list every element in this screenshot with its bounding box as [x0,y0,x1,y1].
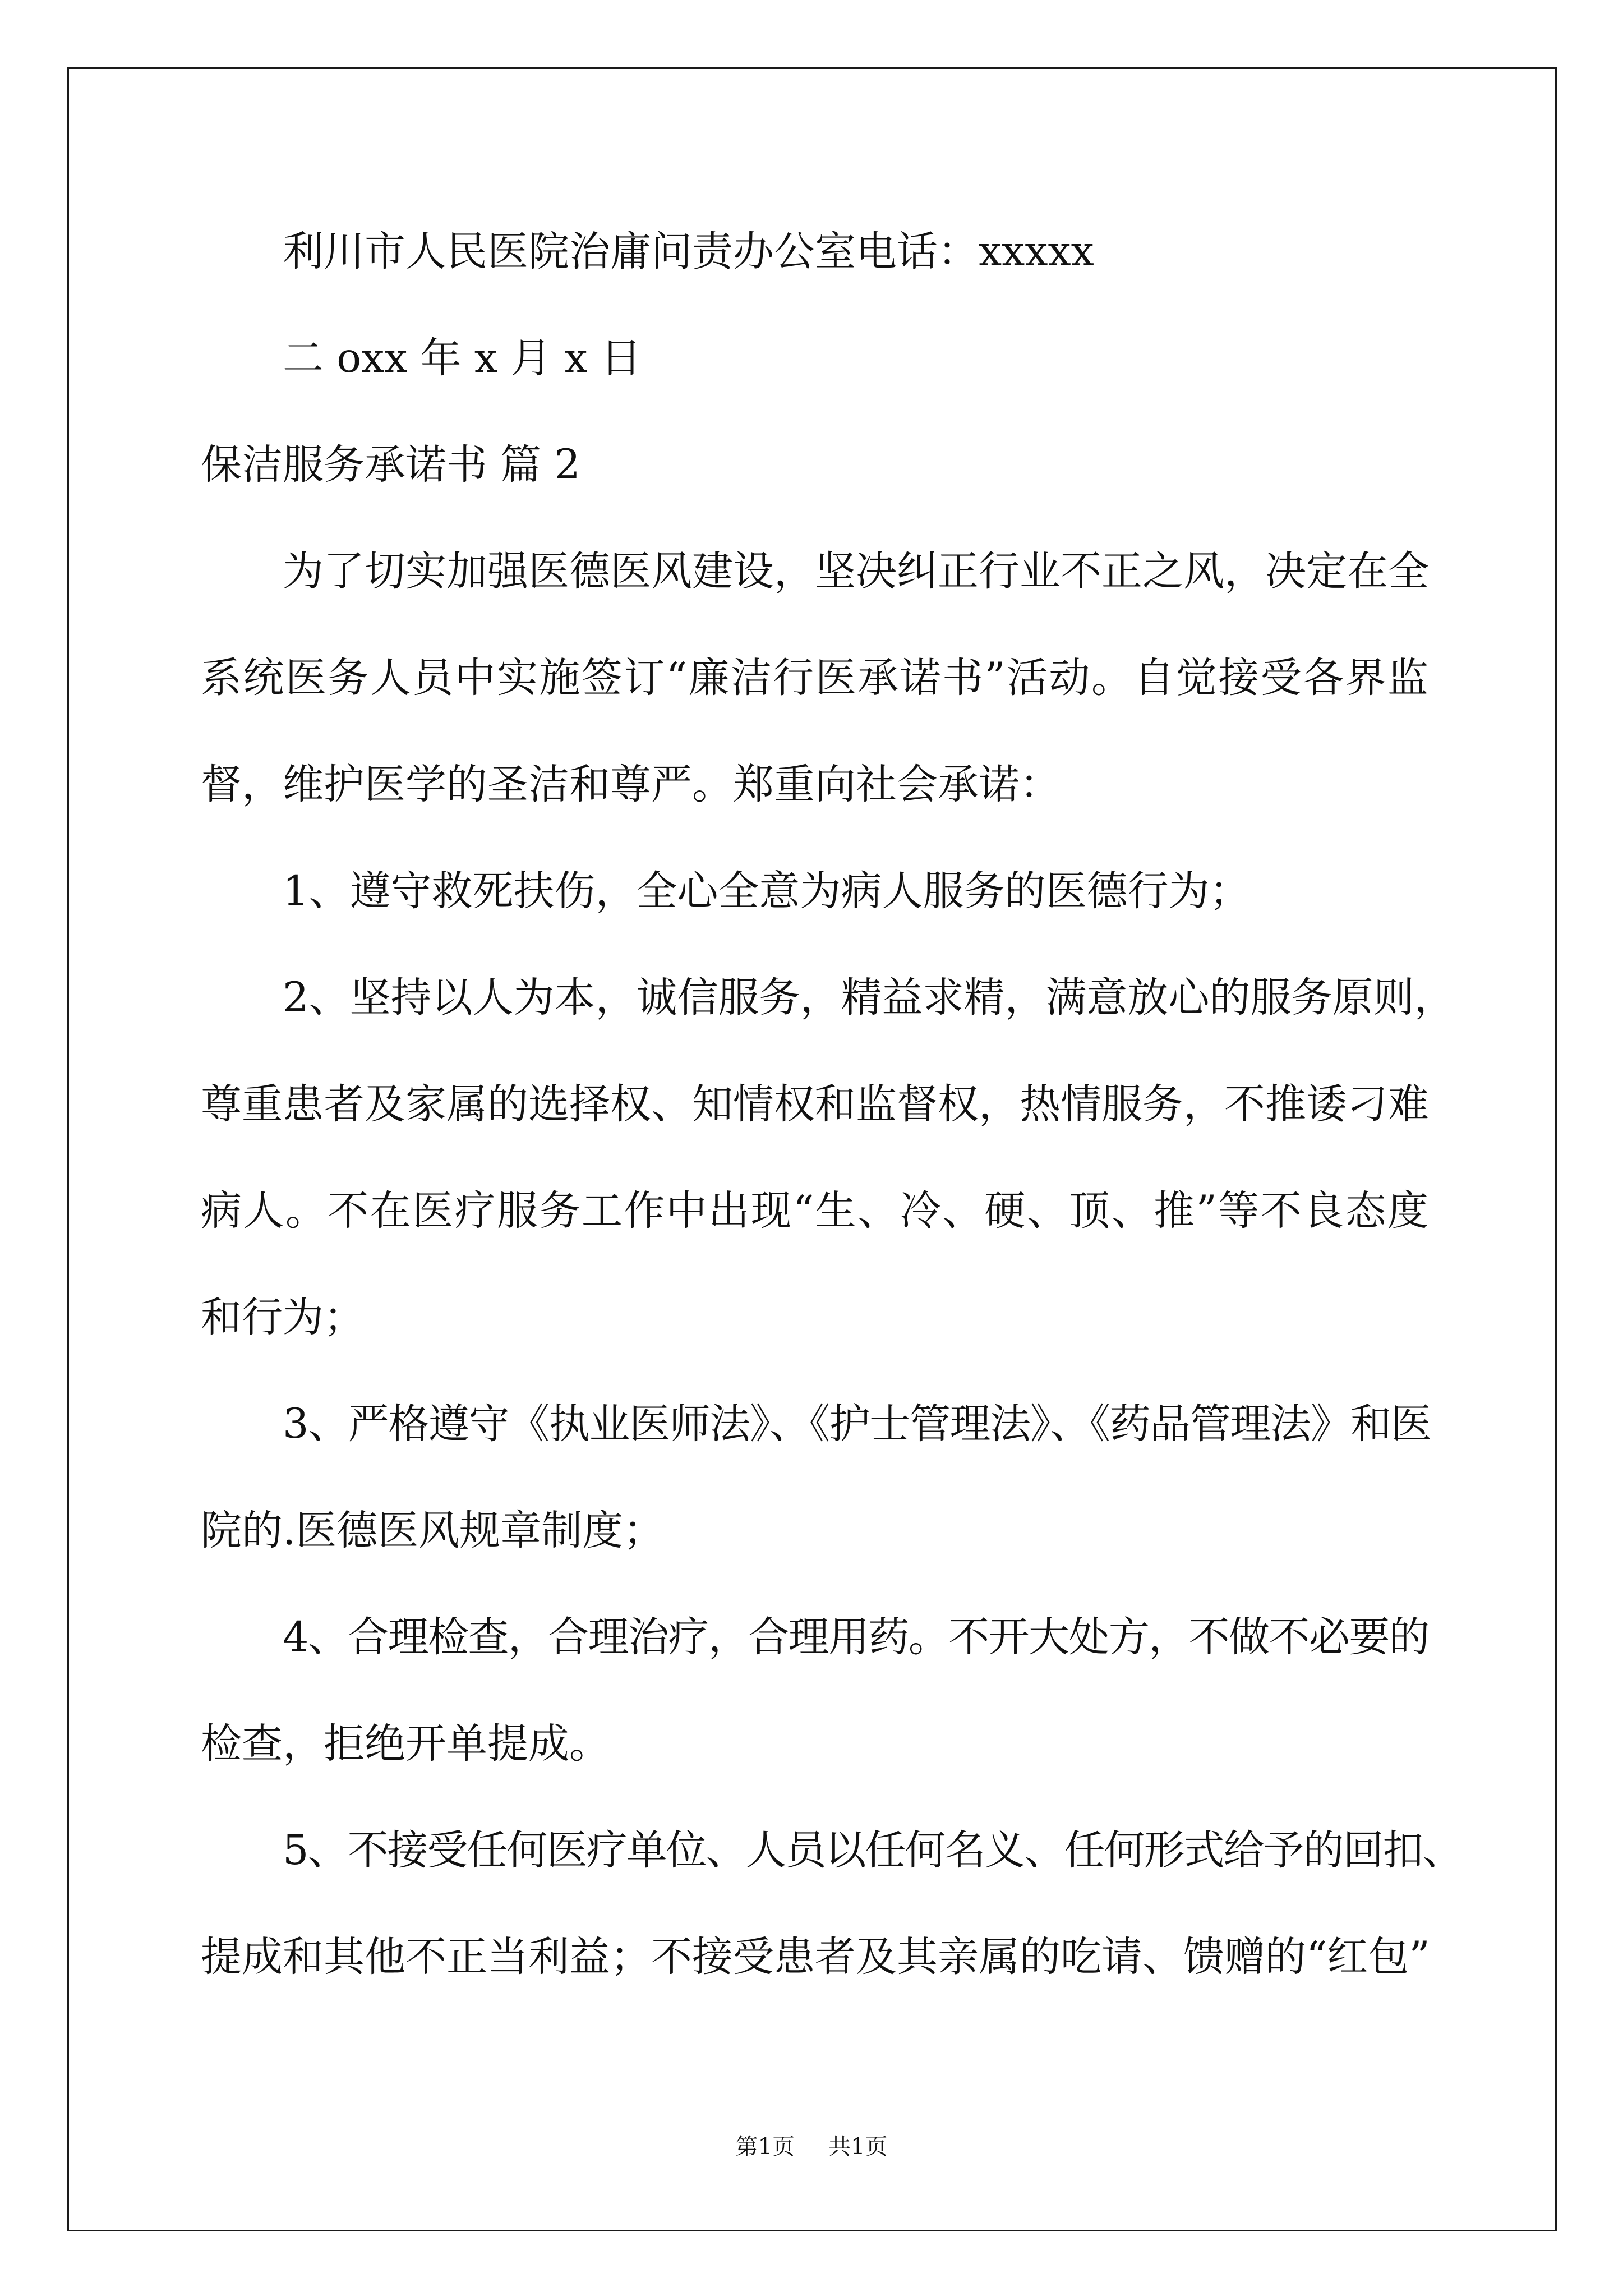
contact-line: 利川市人民医院治庸问责办公室电话：xxxxx [283,228,1094,275]
paragraph-line: 为了切实加强医德医风建设，坚决纠正行业不正之风，决定在全 [283,547,1429,595]
commitment-item-1: 1、遵守救死扶伤，全心全意为病人服务的医德行为； [283,867,1251,915]
commitment-item-2: 2、坚持以人为本，诚信服务，精益求精，满意放心的服务原则， [283,974,1455,1022]
commitment-item-5: 5、不接受任何医疗单位、人员以任何名义、任何形式给予的回扣、 [283,1826,1463,1874]
paragraph-line: 提成和其他不正当利益；不接受患者及其亲属的吃请、馈赠的“红包” [201,1933,1430,1981]
page-number: 第1页 [735,2134,795,2160]
paragraph-line: 检查，拒绝开单提成。 [201,1720,610,1768]
paragraph-line: 系统医务人员中实施签订“廉洁行医承诺书”活动。自觉接受各界监 [201,654,1428,702]
commitment-item-3: 3、严格遵守《执业医师法》、《护士管理法》、《药品管理法》和医 [283,1400,1428,1448]
document-body [201,199,1463,2010]
commitment-item-4: 4、合理检查，合理治疗，合理用药。不开大处方，不做不必要的 [283,1613,1430,1661]
paragraph-line: 督，维护医学的圣洁和尊严。郑重向社会承诺： [201,761,1061,808]
paragraph-line: 院的.医德医风规章制度； [201,1507,665,1554]
date-line: 二 oxx 年 x 月 x 日 [283,334,642,382]
paragraph-line: 尊重患者及家属的选择权、知情权和监督权，热情服务，不推诿刁难 [201,1080,1429,1128]
paragraph-line: 和行为； [201,1294,365,1341]
page-total: 共1页 [828,2134,888,2160]
section-title: 保洁服务承诺书 篇 2 [201,441,580,489]
page-footer [0,2131,1623,2162]
paragraph-line: 病人。不在医疗服务工作中出现“生、冷、硬、顶、推”等不良态度 [201,1187,1428,1235]
